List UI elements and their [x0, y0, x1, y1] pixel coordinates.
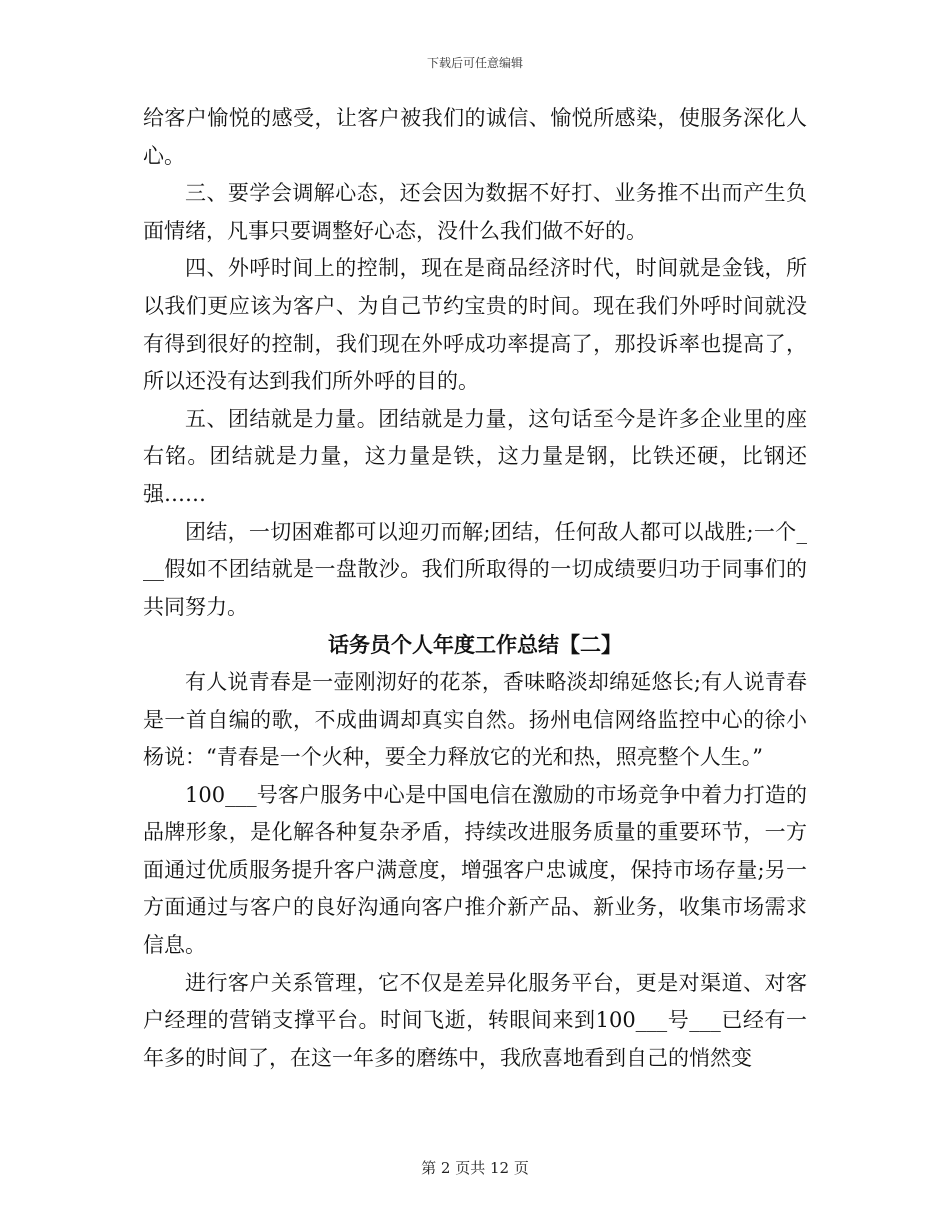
paragraph-7: 100___号客户服务中心是中国电信在激励的市场竞争中着力打造的品牌形象，是化解各种复杂矛盾，持续改进服务质量的重要环节，一方面通过优质服务提升客户满意度，增强客户忠诚度，保持市场存量;另一方面通过与客户的良好沟通向客户推介新产品、新业务，收集市场需求信息。 [143, 782, 807, 958]
paragraph-2: 三、要学会调解心态，还会因为数据不好打、业务推不出而产生负面情绪，凡事只要调整好心态，没什么我们做不好的。 [143, 181, 807, 243]
paragraph-4: 五、团结就是力量。团结就是力量，这句话至今是许多企业里的座右铭。团结就是力量，这力量是铁，这力量是钢，比铁还硬，比钢还强…… [143, 406, 807, 506]
document-body [143, 100, 807, 1077]
paragraph-8: 进行客户关系管理，它不仅是差异化服务平台，更是对渠道、对客户经理的营销支撑平台。时间飞逝，转眼间来到100___号___已经有一年多的时间了，在这一年多的磨练中，我欣喜地看到自己的悄然变 [143, 970, 807, 1070]
page-footer: 第 2 页共 12 页 [421, 1159, 529, 1177]
page-header: 下载后可任意编辑 [426, 56, 523, 70]
paragraph-3: 四、外呼时间上的控制，现在是商品经济时代，时间就是金钱，所以我们更应该为客户、为自己节约宝贵的时间。现在我们外呼时间就没有得到很好的控制，我们现在外呼成功率提高了，那投诉率也提高了，所以还没有达到我们所外呼的目的。 [143, 256, 807, 394]
section-title: 话务员个人年度工作总结【二】 [328, 632, 622, 658]
paragraph-1: 给客户愉悦的感受，让客户被我们的诚信、愉悦所感染，使服务深化人心。 [143, 106, 807, 168]
paragraph-5: 团结，一切困难都可以迎刃而解;团结，任何敌人都可以战胜;一个___假如不团结就是一盘散沙。我们所取得的一切成绩要归功于同事们的共同努力。 [143, 519, 807, 619]
paragraph-6: 有人说青春是一壶刚沏好的花茶，香味略淡却绵延悠长;有人说青春是一首自编的歌，不成曲调却真实自然。扬州电信网络监控中心的徐小杨说：“青春是一个火种，要全力释放它的光和热，照亮整个人生。” [143, 669, 807, 770]
